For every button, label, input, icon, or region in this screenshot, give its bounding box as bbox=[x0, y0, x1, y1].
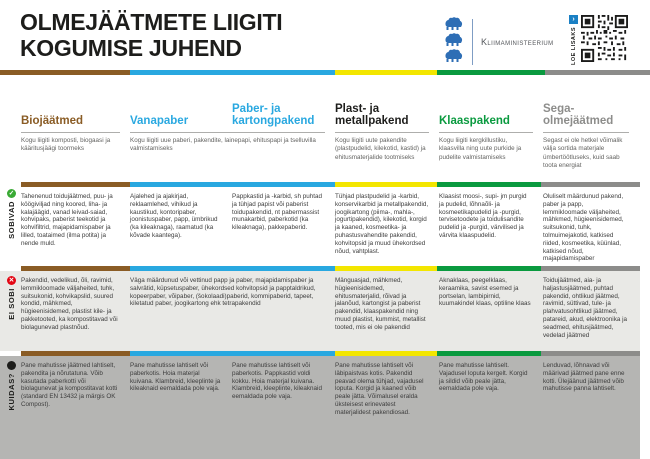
cell-plast-sobivad: Tühjad plastpudelid ja -karbid, konservikarbid ja metallpakendid, joogikartong (piima-, mahla-, jogurtipakendid), kilekotid, korgid ja kaaned, kosmeetika- ja puhastusvahendite pakendid, kohvitopsid ja muud ühekordsed nõud, vahtplast. bbox=[335, 193, 429, 255]
row-label-sobivad-text: SOBIVAD bbox=[7, 201, 16, 239]
check-circle-icon: ✓ bbox=[8, 190, 15, 197]
column-header-sega: Sega-olmejäätmed bbox=[543, 102, 614, 127]
row-eisobi-cells bbox=[21, 271, 639, 339]
cell-paper-eisobi-shared: Väga määrdunud või vettinud papp ja paber, majapidamispaber ja salvrätid, küpsetuspaber, ühekordsed kohvitopsid ja papptaldrikud, kopeerpaber, võipaber, (šokolaadi)paberid, kommipaberid, tapeet, kiletatud paber, joogikartong ehk tetrapakendid bbox=[130, 277, 316, 308]
description-sega: Segast ei ole hetkel võimalik välja sortida materjale ümbertöötluseks, kuid saab toota energiat bbox=[543, 132, 629, 170]
row-eisobi bbox=[0, 271, 640, 351]
cross-circle-icon: ✕ bbox=[8, 277, 15, 284]
qr-code bbox=[581, 15, 628, 67]
cell-klaas-sobivad: Klaasist moosi-, supi- jm purgid ja pudelid, lõhnaõli- ja kosmeetikapudelid ja -purgid, tervisetoodete ja toidulisandite pudelid ja -purgid, värvilised ja värvita klaaspudelid. bbox=[439, 193, 527, 239]
cell-vanapaber-kuidas: Pane mahutisse lahtiselt või paberkotis. Hoia materjal kuivana. Klambreid, kleeplinte ja kileaknaid eemaldada pole vaja. bbox=[130, 362, 221, 393]
column-header-klaas: Klaaspakend bbox=[439, 114, 510, 127]
cell-bio-sobivad: Tahenenud toidujäätmed, puu- ja köögiviljad ning koored, liha- ja kalajäägid, vanad leivad-saiad, kohvipaks, paberist teekotid ja kohvifiltrid, majapidamispaber ja lilled, toataimed (ilma potita) ja nende muld. bbox=[21, 193, 113, 247]
row-label-sobivad bbox=[4, 189, 19, 263]
cell-bio-kuidas: Pane mahutisse jäätmed lahtiselt, pakendita ja nõrutatuna. Võib kasutada paberkotti või biolagunevat ja kompostitavat kotti (standard EN 13432 ja märgis OK Compost). bbox=[21, 362, 118, 408]
cell-plast-kuidas: Pane mahutisse lahtiselt või läbipaistvas kotis. Pakendid peavad olema tühjad, vajadusel loputa. Korgid ja kaaned võib peale jätta. Võimalusel eralda üksteisest erinevatest materjalidest pakendiosad. bbox=[335, 362, 424, 416]
column-header-vanapaber: Vanapaber bbox=[130, 114, 189, 127]
cell-plast-eisobi: Mänguasjad, mähkmed, hügieenisidemed, ehitusmaterjalid, rõivad ja jalanõud, kartongist ja paberist pakendid, klaaspakendid ning muud plastist, kummist, metallist tooted, mis ei ole pakendid bbox=[335, 277, 426, 331]
description-paper-shared: Kogu liigiti uue paberi, pakendite, lainepapi, ehituspapi ja tselluvilla valmistamiseks bbox=[130, 132, 325, 170]
arrow-right-icon: › bbox=[569, 15, 578, 24]
row-label-kuidas bbox=[4, 361, 19, 455]
column-descriptions bbox=[21, 132, 639, 170]
ministry-name: Kliimaministeerium bbox=[481, 36, 554, 47]
qr-label: LOE LISAKS bbox=[570, 27, 577, 66]
cell-sega-sobivad: Oluliselt määrdunud pakend, paber ja papp, lemmikloomade väljaheited, mähkmed, hügieenisidemed, suitsukonid, tuhk, tolmuimejakotid, katkised riided, kosmeetika, küünlad, katkised nõud, majapidamispaber bbox=[543, 193, 624, 263]
page-title-line1: OLMEJÄÄTMETE LIIGITI bbox=[20, 9, 283, 35]
row-kuidas-cells bbox=[21, 356, 639, 417]
description-bio: Kogu liigiti komposti, biogaasi ja kääritusjäägi toormeks bbox=[21, 132, 120, 170]
cell-klaas-eisobi: Aknaklaas, peegelklaas, keraamika, savist esemed ja portselan, lambipirnid, kuumakindel klaas, optiline klaas bbox=[439, 277, 531, 308]
cell-sega-kuidas: Lenduvad, lõhnavad või määrivad jäätmed pane enne kotti. Ülejäänud jäätmed võib mahutisse panna lahtiselt. bbox=[543, 362, 625, 393]
cell-kartong-kuidas: Pane mahutisse lahtiselt või paberkotis. Pappkastid voldi kokku. Hoia materjal kuivana. Klambreid, kleeplinte, kileaknaid eemaldada pole vaja. bbox=[232, 362, 322, 401]
column-header-plast: Plast- ja metallpakend bbox=[335, 102, 409, 127]
column-headers bbox=[21, 75, 639, 129]
qr-block bbox=[569, 15, 628, 67]
page-title bbox=[20, 10, 282, 62]
cell-bio-eisobi: Pakendid, vedelikud, õli, ravimid, lemmikloomade väljaheited, tuhk, suitsukonid, kohvikapslid, suured kondid, mähkmed, hügieenisidemed, plastist kile- ja pakketooted, ka kompostitavad või biolagunevad plastnõud. bbox=[21, 277, 118, 331]
row-label-eisobi-text: EI SOBI bbox=[7, 288, 16, 320]
cell-sega-eisobi: Toidujäätmed, aia- ja haljastusjäätmed, puhtad pakendid, ohtlikud jäätmed, ravimid, süttivad, tule- ja plahvatusohtlikud jäätmed, patareid, akud, elektroonika ja seadmed, ehitusjäätmed, vedelad jäätmed bbox=[543, 277, 628, 339]
column-header-kartong: Paber- ja kartongpakend bbox=[232, 102, 315, 127]
description-plast: Kogu liigiti uute pakendite (plastpudelid, kilekotid, kastid) ja ehitusmaterjalide tootmiseks bbox=[335, 132, 429, 170]
dot-circle-icon bbox=[7, 361, 16, 370]
row-label-kuidas-text: KUIDAS? bbox=[7, 373, 16, 411]
logo-divider bbox=[472, 19, 473, 65]
cell-kartong-sobivad: Pappkastid ja -karbid, sh puhtad ja tühjad papist või paberist toidupakendid, nt pabermassist munakarbid, paberkotid (ka kileaknaga), pakkepaberid. bbox=[232, 193, 322, 232]
row-sobivad bbox=[0, 187, 640, 266]
description-klaas: Kogu liigiti kergkillustiku, klaasvilla ning uute purkide ja pudelite valmistamiseks bbox=[439, 132, 533, 170]
three-lions-icon bbox=[443, 16, 465, 67]
row-sobivad-cells bbox=[21, 187, 639, 263]
ministry-logo bbox=[443, 16, 554, 67]
row-kuidas bbox=[0, 356, 640, 459]
cell-klaas-kuidas: Pane mahutisse lahtiselt. Vajadusel loputa kergelt. Korgid ja sildid võib peale jätta, eemaldada pole vaja. bbox=[439, 362, 528, 393]
cell-vanapaber-sobivad: Ajalehed ja ajakirjad, reklaamlehed, vihikud ja kaustikud, kontoripaber, joonistuspaber, papp, ümbrikud (ka kileaknaga), raamatud (ka kõvade kaantega). bbox=[130, 193, 218, 239]
column-header-bio: Biojäätmed bbox=[21, 114, 83, 127]
page-title-line2: KOGUMISE JUHEND bbox=[20, 34, 242, 61]
row-label-eisobi bbox=[4, 276, 19, 346]
